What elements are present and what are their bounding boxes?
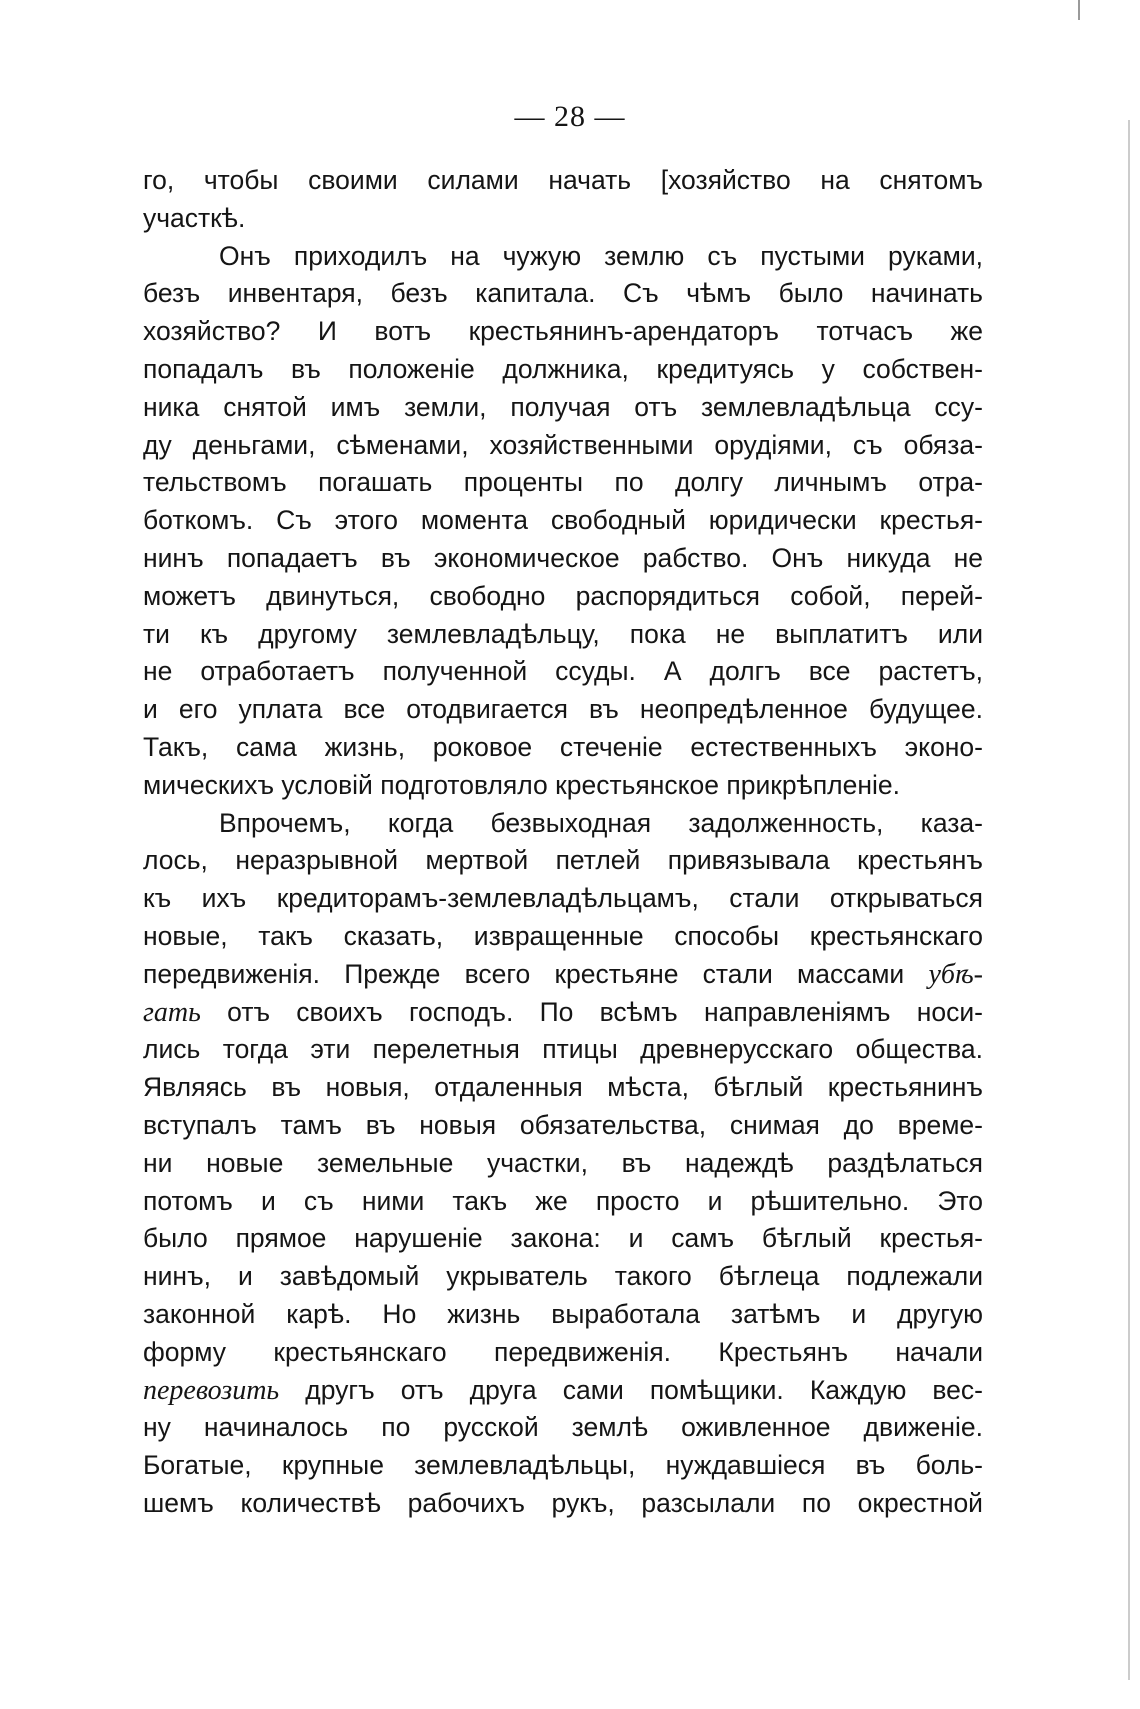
text-line	[143, 1145, 983, 1183]
text-line	[143, 427, 983, 465]
text-line	[143, 313, 983, 351]
text-line	[143, 1296, 983, 1334]
text-line-content: потомъ и съ ними такъ же просто и рѣшительно. Это	[143, 1185, 983, 1216]
text-line-content: шемъ количествѣ рабочихъ рукъ, разсылали по окрестной	[143, 1487, 983, 1518]
text-line	[143, 1107, 983, 1145]
text-line-content: безъ инвентаря, безъ капитала. Съ чѣмъ было начинать	[143, 278, 983, 309]
text-line-content: Впрочемъ, когда безвыходная задолженность, каза-	[219, 807, 983, 838]
text-line	[143, 540, 983, 578]
text-line-content: можетъ двинуться, свободно распорядиться собой, перей-	[143, 580, 983, 611]
text-line	[143, 767, 983, 805]
body-text	[143, 162, 983, 1523]
text-line-content: ти къ другому землевладѣльцу, пока не выплатитъ или	[143, 618, 983, 649]
text-line	[143, 1220, 983, 1258]
text-line	[143, 653, 983, 691]
text-line	[143, 1183, 983, 1221]
text-line-content: Онъ приходилъ на чужую землю съ пустыми руками,	[219, 240, 983, 271]
text-line-content: было прямое нарушеніе закона: и самъ бѣглый крестья-	[143, 1223, 983, 1254]
text-line	[143, 162, 983, 200]
text-line	[143, 918, 983, 956]
text-line-content: и его уплата все отодвигается въ неопредѣленное будущее.	[143, 694, 983, 725]
text-line	[143, 464, 983, 502]
text-line	[143, 1069, 983, 1107]
text-line	[143, 389, 983, 427]
emphasized-word: перевозить	[143, 1374, 280, 1406]
text-line-content: ду деньгами, сѣменами, хозяйственными орудіями, съ обяза-	[143, 429, 983, 460]
text-line-content: передвиженія. Прежде всего крестьяне стали массами	[143, 958, 905, 989]
text-line-content: ну начиналось по русской землѣ оживленное движеніе.	[143, 1412, 983, 1443]
text-line-content: хозяйство? И вотъ крестьянинъ-арендаторъ тотчасъ же	[143, 316, 983, 347]
text-line-content: не отработаетъ полученной ссуды. А долгъ все растетъ,	[143, 656, 983, 687]
page-number: — 28 —	[514, 100, 626, 133]
text-line-content: Такъ, сама жизнь, роковое стеченіе естественныхъ эконо-	[143, 731, 983, 762]
text-line-content: участкѣ.	[143, 202, 246, 233]
text-line-content: лись тогда эти перелетныя птицы древнерусскаго общества.	[143, 1034, 983, 1065]
text-line	[143, 578, 983, 616]
text-line	[143, 956, 983, 994]
text-line-content: ника снятой имъ земли, получая отъ землевладѣльца ссу-	[143, 391, 983, 422]
text-line	[143, 1334, 983, 1372]
text-line-content: попадалъ въ положеніе должника, кредитуясь у собствен-	[143, 353, 983, 384]
text-line	[143, 729, 983, 767]
text-line-content: лось, неразрывной мертвой петлей привязывала крестьянъ	[143, 845, 983, 876]
text-line-content: законной карѣ. Но жизнь выработала затѣмъ и другую	[143, 1298, 983, 1329]
text-line	[143, 691, 983, 729]
scan-edge-mark	[1078, 0, 1080, 20]
text-line-content: Являясь въ новыя, отдаленныя мѣста, бѣглый крестьянинъ	[143, 1072, 983, 1103]
text-line-content: форму крестьянскаго передвиженія. Крестьянъ начали	[143, 1336, 983, 1367]
text-line	[143, 1409, 983, 1447]
text-line-content: мическихъ условій подготовляло крестьянское прикрѣпленіе.	[143, 769, 901, 800]
text-line	[143, 994, 983, 1032]
text-line	[143, 805, 983, 843]
text-line-content: ни новые земельные участки, въ надеждѣ раздѣлаться	[143, 1147, 983, 1178]
text-line-content: отъ своихъ господъ. По всѣмъ направленіямъ носи-	[227, 996, 984, 1027]
text-line-content: го, чтобы своими силами начать [хозяйство на снятомъ	[143, 165, 983, 195]
text-line	[143, 275, 983, 313]
text-line-content: нинъ попадаетъ въ экономическое рабство. Онъ никуда не	[143, 542, 983, 573]
text-line-content: къ ихъ кредиторамъ-землевладѣльцамъ, стали открываться	[143, 883, 983, 914]
text-line	[143, 502, 983, 540]
text-line	[143, 1372, 983, 1410]
text-line	[143, 1485, 983, 1523]
text-line	[143, 1447, 983, 1485]
emphasized-word: гать	[143, 996, 201, 1028]
text-line-content: боткомъ. Съ этого момента свободный юридически крестья-	[143, 505, 983, 536]
text-line	[143, 351, 983, 389]
text-line-content: вступалъ тамъ въ новыя обязательства, снимая до време-	[143, 1109, 983, 1140]
text-line	[143, 842, 983, 880]
text-line	[143, 238, 983, 276]
text-line	[143, 200, 983, 238]
scan-edge-mark	[1128, 120, 1130, 1680]
text-line-content: другъ отъ друга сами помѣщики. Каждую вес-	[305, 1374, 983, 1405]
text-line	[143, 616, 983, 654]
text-line	[143, 1258, 983, 1296]
text-line	[143, 1031, 983, 1069]
text-line-content: тельствомъ погашать проценты по долгу личнымъ отра-	[143, 467, 983, 498]
text-line-content: Богатые, крупные землевладѣльцы, нуждавшіеся въ боль-	[143, 1450, 983, 1481]
text-line-content: нинъ, и завѣдомый укрыватель такого бѣглеца подлежали	[143, 1261, 983, 1292]
emphasized-word: убѣ-	[928, 958, 983, 990]
text-line	[143, 880, 983, 918]
text-line-content: новые, такъ сказать, извращенные способы крестьянскаго	[143, 920, 983, 951]
